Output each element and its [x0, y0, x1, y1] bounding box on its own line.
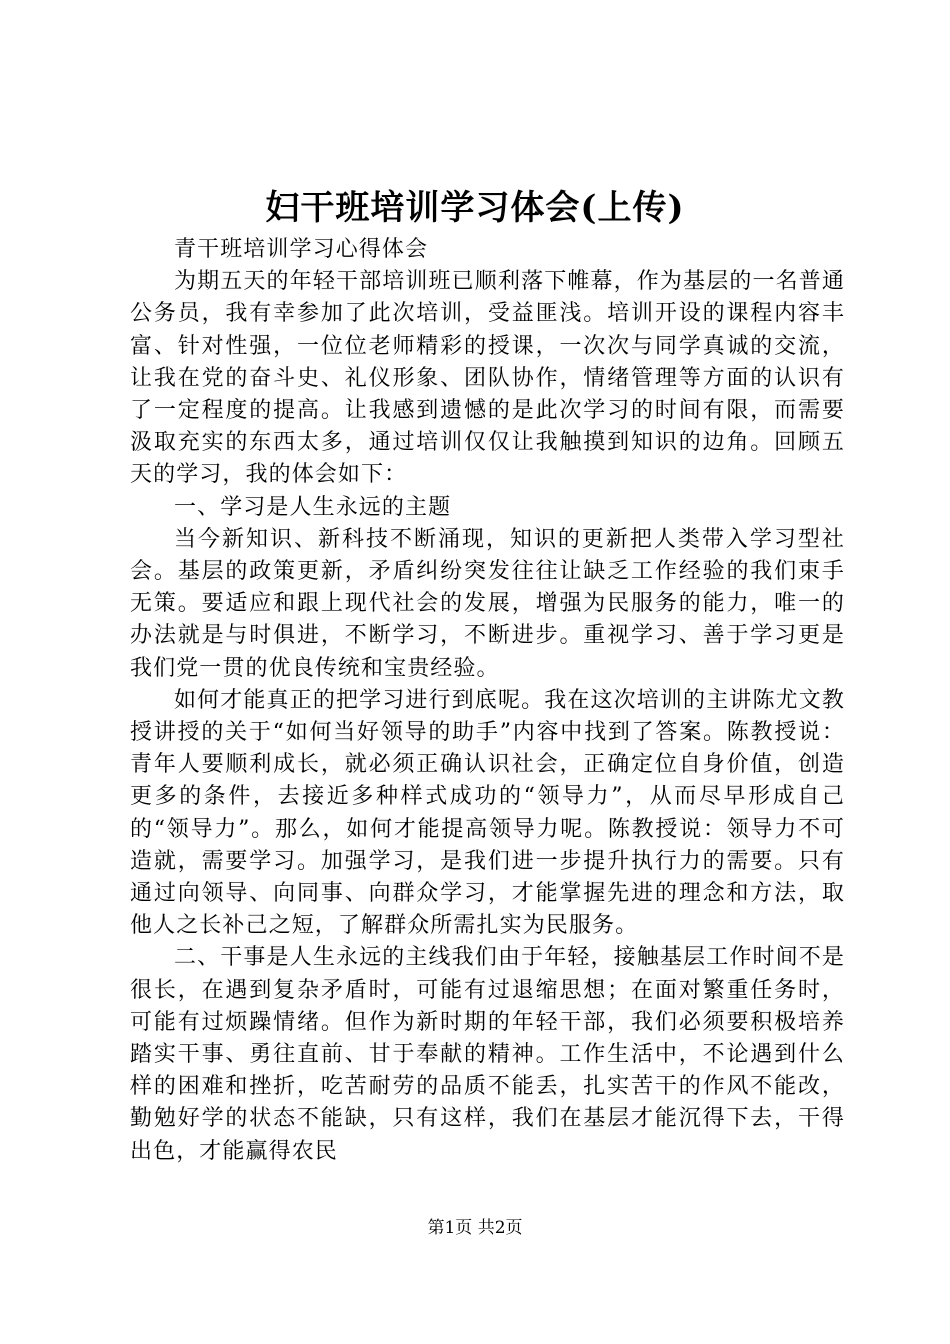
page-footer: 第1页 共2页 — [427, 1218, 523, 1238]
section-heading-1: 一、学习是人生永远的主题 — [174, 494, 452, 520]
paragraph: 如何才能真正的把学习进行到底呢。我在这次培训的主讲陈尤文教授讲授的关于“如何当好领导的助手”内容中找到了答案。陈教授说：青年人要顺利成长，就必须正确认识社会，正确定位自身价值，创造更多的条件，去接近多种样式成功的“领导力”，从而尽早形成自己的“领导力”。那么，如何才能提高领导力呢。陈教授说：领导力不可造就，需要学习。加强学习，是我们进一步提升执行力的需要。只有通过向领导、向同事、向群众学习，才能掌握先进的理念和方法，取他人之长补己之短，了解群众所需扎实为民服务。 — [130, 687, 845, 939]
section-heading-2-paragraph: 二、干事是人生永远的主线我们由于年轻，接触基层工作时间不是很长，在遇到复杂矛盾时，可能有过退缩思想；在面对繁重任务时，可能有过烦躁情绪。但作为新时期的年轻干部，我们必须要积极培养踏实干事、勇往直前、甘于奉献的精神。工作生活中，不论遇到什么样的困难和挫折，吃苦耐劳的品质不能丢，扎实苦干的作风不能改，勤勉好学的状态不能缺，只有这样，我们在基层才能沉得下去，干得出色，才能赢得农民 — [130, 945, 845, 1164]
document-body — [130, 234, 845, 1168]
paragraph-subtitle: 青干班培训学习心得体会 — [174, 237, 429, 262]
document-title: 妇干班培训学习体会(上传) — [265, 188, 685, 228]
paragraph: 当今新知识、新科技不断涌现，知识的更新把人类带入学习型社会。基层的政策更新，矛盾纠纷突发往往让缺乏工作经验的我们束手无策。要适应和跟上现代社会的发展，增强为民服务的能力，唯一的办法就是与时俱进，不断学习，不断进步。重视学习、善于学习更是我们党一贯的优良传统和宝贵经验。 — [130, 526, 845, 681]
paragraph-intro: 为期五天的年轻干部培训班已顺利落下帷幕，作为基层的一名普通公务员，我有幸参加了此次培训，受益匪浅。培训开设的课程内容丰富、针对性强，一位位老师精彩的授课，一次次与同学真诚的交流，让我在党的奋斗史、礼仪形象、团队协作，情绪管理等方面的认识有了一定程度的提高。让我感到遗憾的是此次学习的时间有限，而需要汲取充实的东西太多，通过培训仅仅让我触摸到知识的边角。回顾五天的学习，我的体会如下： — [130, 269, 845, 488]
